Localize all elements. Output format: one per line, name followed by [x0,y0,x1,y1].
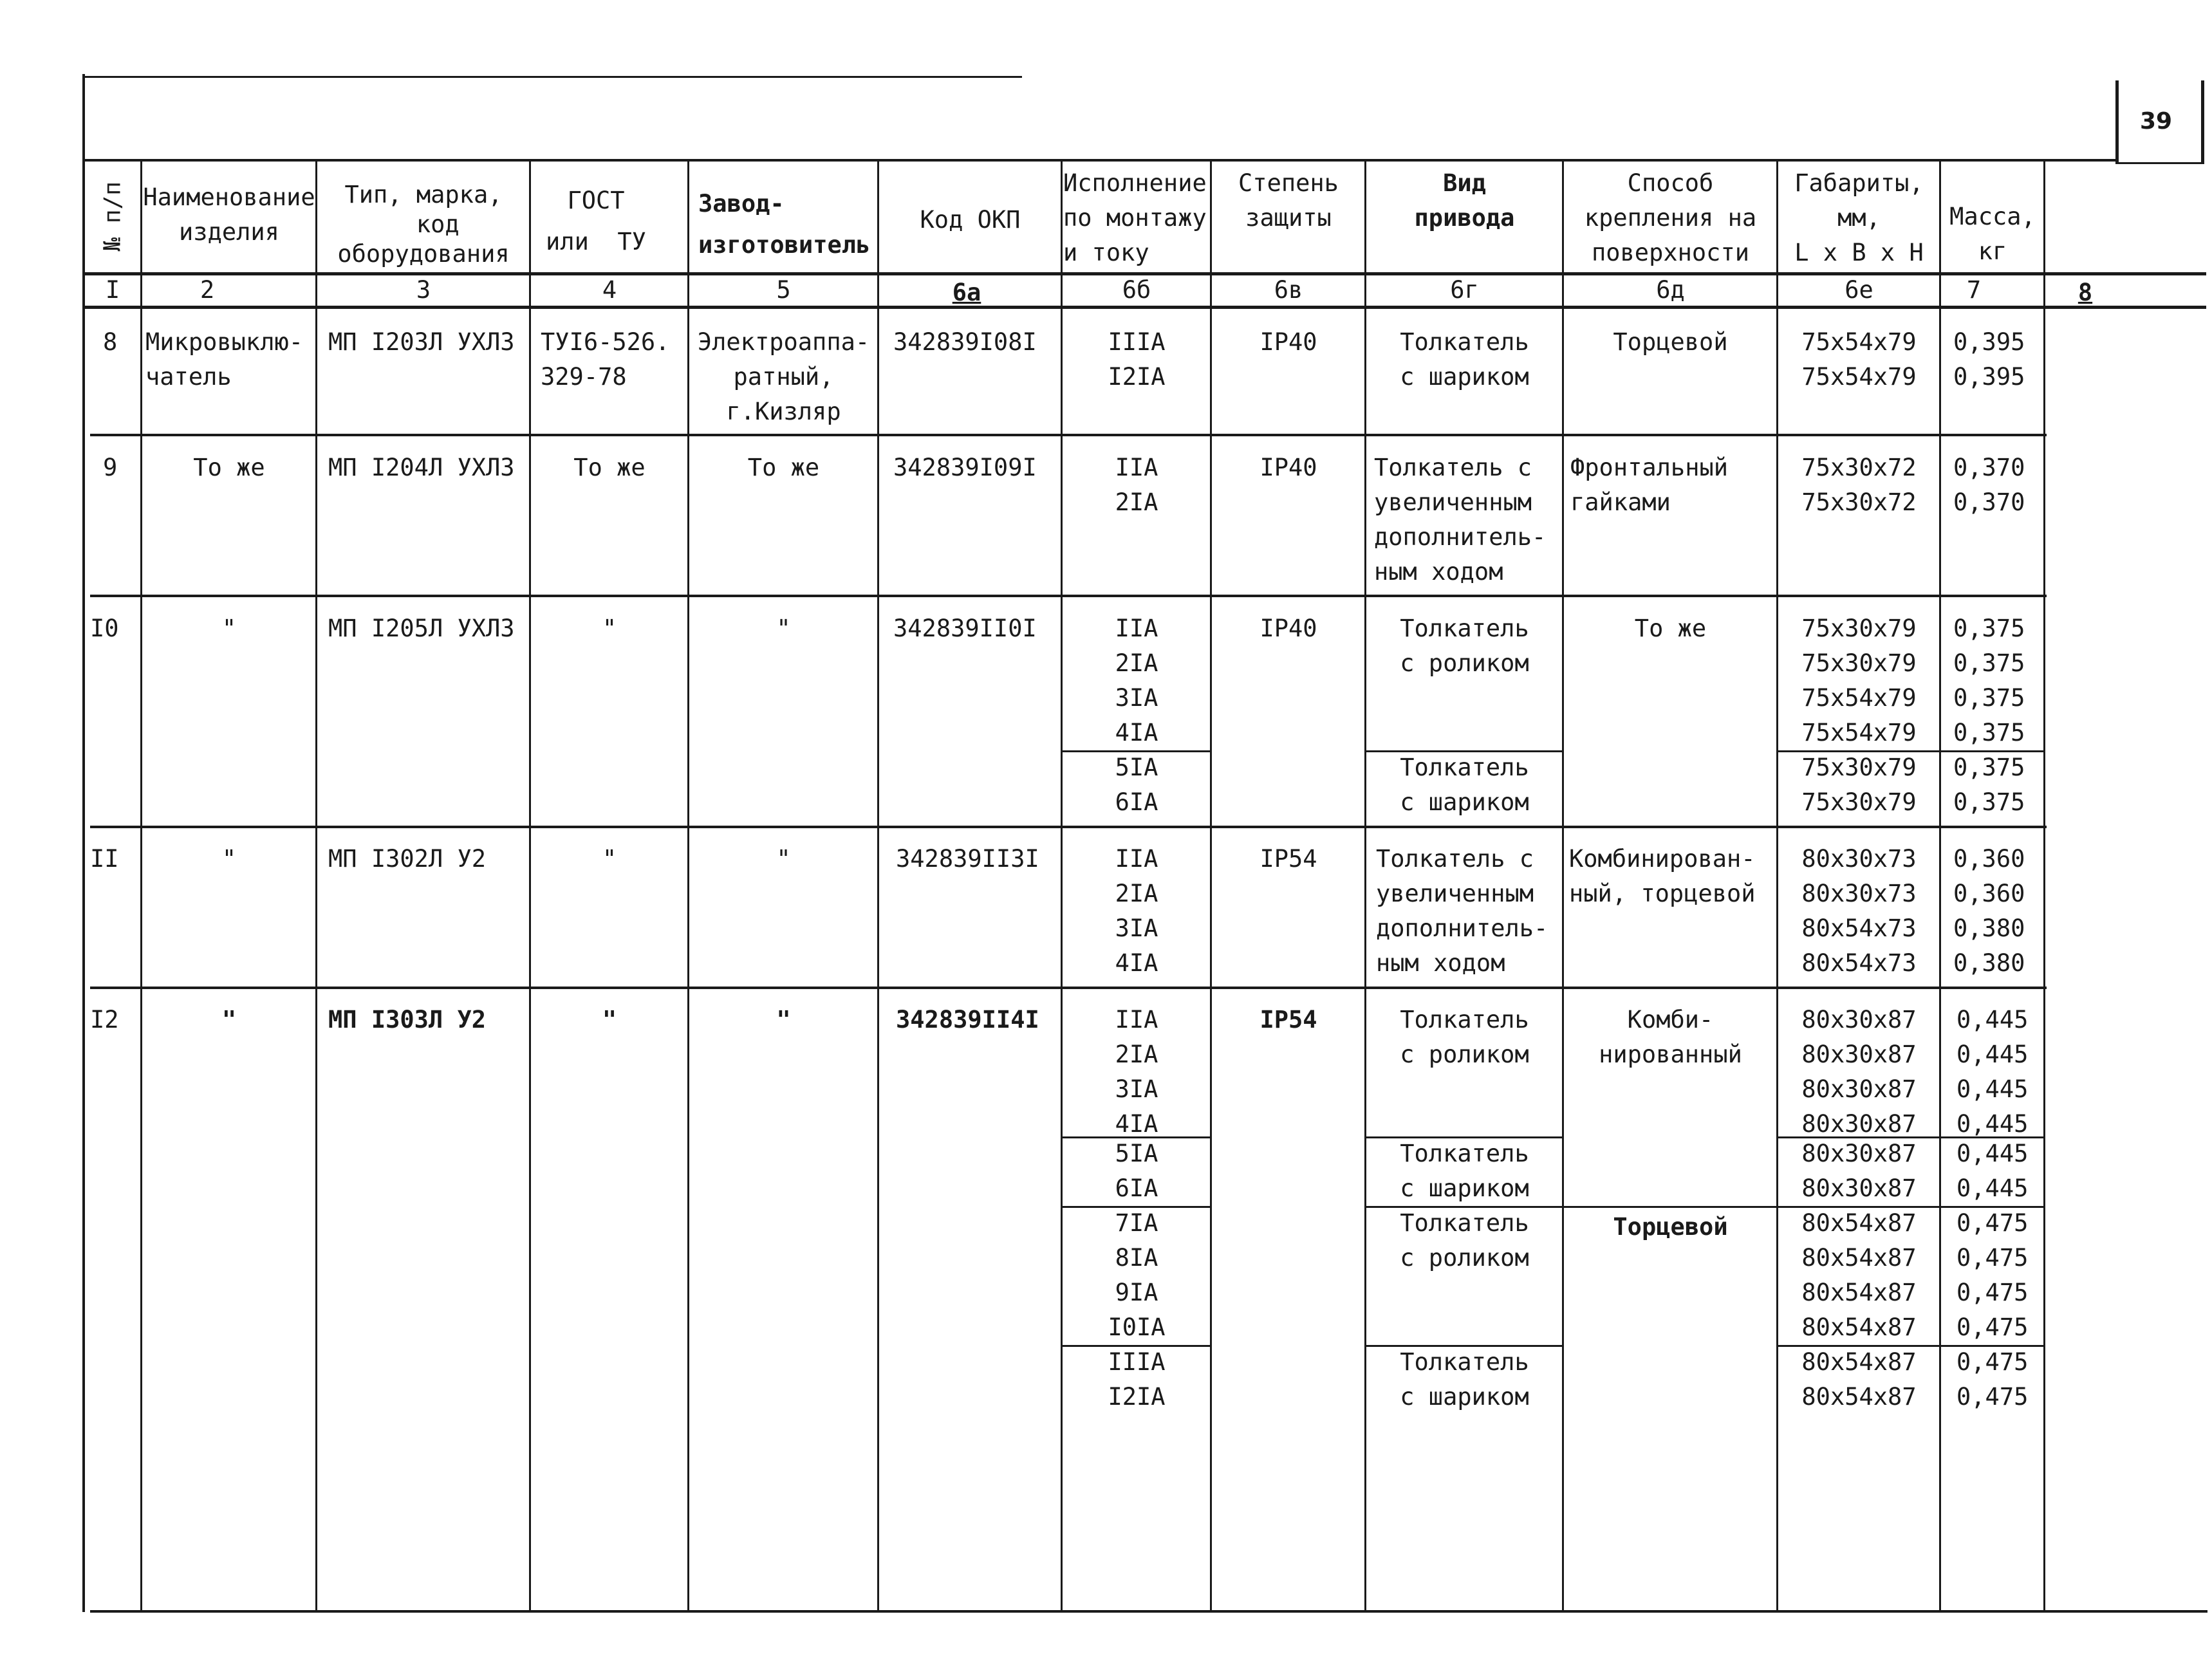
row12-gost: " [602,1006,617,1033]
row10-okp: 342839II0I [893,615,1037,642]
col-line-1 [140,161,142,1612]
colnum-4: 4 [602,276,617,304]
row12-dims-c: 80x54x87 80x54x87 80x54x87 80x54x87 [1801,1209,1917,1341]
col-line-2 [315,161,317,1612]
colnum-6e: 6е [1845,276,1873,304]
col-line-8 [1364,161,1366,1612]
row11-mass: 0,360 0,360 0,380 0,380 [1953,845,2025,977]
page-number: 39 [2140,108,2173,134]
row12-drive-a: Толкатель с роликом [1400,1006,1529,1068]
colnum-6b: 6б [1122,276,1151,304]
header-col6v: Степень защиты [1238,169,1339,232]
row8-dims: 75x54x79 75x54x79 [1801,328,1917,391]
row10-drive-a: Толкатель с роликом [1400,615,1529,677]
row12-mass-b: 0,445 0,445 [1956,1140,2029,1202]
row12-mount-a: Комби- нированный [1599,1006,1742,1068]
page-number-box-left [2115,80,2119,164]
row10-protect: IP40 [1259,615,1317,642]
colnum-6v: 6в [1274,276,1303,304]
row10-num: I0 [90,615,119,642]
col-line-7 [1210,161,1212,1612]
row10-name: " [221,615,237,642]
row11-exec: IIA 2IA 3IA 4IA [1115,845,1158,977]
header-col6g: Вид привода [1414,169,1515,232]
top-short-line [82,76,1022,78]
row9-gost: То же [573,454,646,481]
row9-maker: То же [747,454,820,481]
row9-name: То же [193,454,265,481]
row-sep-9-10 [90,595,2047,597]
row8-exec: IIIA I2IA [1108,328,1166,391]
row10-gost: " [602,615,617,642]
row12-drive-c: Толкатель с роликом [1400,1209,1529,1272]
col-line-9 [1562,161,1564,1612]
row9-exec: IIA 2IA [1115,454,1158,516]
row8-maker: Электроаппа- ратный, г.Кизляр [697,328,870,425]
col-line-10 [1776,161,1778,1612]
row11-drive: Толкатель с увеличенным дополнитель- ным ходом [1376,845,1548,977]
row10-dims-a: 75x30x79 75x30x79 75x54x79 75x54x79 [1801,615,1917,746]
header-col6b: Исполнение по монтажу и току [1063,169,1207,266]
header-top-line [82,159,2116,162]
row11-gost: " [602,845,617,873]
row12-okp: 342839II4I [896,1006,1039,1033]
row10-mass-a: 0,375 0,375 0,375 0,375 [1953,615,2025,746]
row12-exec-b: 5IA 6IA [1115,1140,1158,1202]
row8-type: МП I203Л УХЛ3 [328,328,515,356]
row12-type: МП I303Л У2 [328,1006,487,1033]
row12-exec-c: 7IA 8IA 9IA I0IA [1108,1209,1166,1341]
colnum-5: 5 [776,276,791,304]
row12-mass-d: 0,475 0,475 [1956,1348,2029,1411]
row8-name: Микровыклю- чатель [145,328,304,391]
row11-maker: " [776,845,791,873]
table-bottom-line [90,1610,2207,1613]
row9-type: МП I204Л УХЛ3 [328,454,515,481]
header-col2: Наименование изделия [143,183,315,246]
row9-num: 9 [103,454,118,481]
row8-drive: Толкатель с шариком [1400,328,1529,391]
row10-dims-b: 75x30x79 75x30x79 [1801,754,1917,816]
colnum-6a: 6а [952,279,981,306]
row8-gost: ТУI6-526. 329-78 [541,328,670,391]
colnum-6g: 6г [1450,276,1479,304]
right-edge-line [2201,80,2204,164]
colnum-1: I [105,276,120,304]
colnum-6d: 6д [1656,276,1685,304]
header-col4: ГОСТ или ТУ [546,187,646,255]
row9-mount: Фронтальный гайками [1570,454,1729,516]
header-col6e: Габариты, мм, L x B x H [1794,169,1924,266]
row-sep-8-9 [90,434,2047,436]
row12-num: I2 [90,1006,119,1033]
row10-mount: То же [1634,615,1707,642]
row10-type: МП I205Л УХЛ3 [328,615,515,642]
col-line-5 [877,161,879,1612]
row12-name: " [221,1006,237,1033]
col-line-4 [687,161,689,1612]
row12-dims-a: 80x30x87 80x30x87 80x30x87 80x30x87 [1801,1006,1917,1138]
row12-dims-d: 80x54x87 80x54x87 [1801,1348,1917,1411]
row11-num: II [90,845,119,873]
row8-mass: 0,395 0,395 [1953,328,2025,391]
row9-dims: 75x30x72 75x30x72 [1801,454,1917,516]
header-col5: Завод- изготовитель [698,190,871,259]
header-col6d: Способ крепления на поверхности [1584,169,1757,266]
row-sep-10-11 [90,826,2047,828]
row9-protect: IP40 [1259,454,1317,481]
row12-dims-b: 80x30x87 80x30x87 [1801,1140,1917,1202]
col-line-3 [529,161,531,1612]
header-col6a: Код ОКП [920,206,1021,234]
row12-exec-d: IIIA I2IA [1108,1348,1166,1411]
row9-drive: Толкатель с увеличенным дополнитель- ным ходом [1374,454,1547,586]
row10-mass-b: 0,375 0,375 [1953,754,2025,816]
page-number-box-bottom [2116,162,2203,164]
row10-exec-b: 5IA 6IA [1115,754,1158,816]
header-col7: Масса, кг [1949,203,2036,265]
row8-mount: Торцевой [1613,328,1728,356]
row11-mount: Комбинирован- ный, торцевой [1569,845,1756,907]
col-line-6 [1061,161,1063,1612]
row11-dims: 80x30x73 80x30x73 80x54x73 80x54x73 [1801,845,1917,977]
row12-maker: " [776,1006,791,1033]
colnum-7: 7 [1966,276,1982,304]
colnum-2: 2 [200,276,215,304]
row9-mass: 0,370 0,370 [1953,454,2025,516]
row10-maker: " [776,615,791,642]
row8-okp: 342839I08I [893,328,1037,356]
row-sep-11-12 [90,987,2047,989]
row11-type: МП I302Л У2 [328,845,487,873]
row8-protect: IP40 [1259,328,1317,356]
row12-protect: IP54 [1259,1006,1317,1033]
colnum-8: 8 [2077,279,2093,306]
row11-okp: 342839II3I [896,845,1039,873]
row12-drive-d: Толкатель с шариком [1400,1348,1529,1411]
row9-okp: 342839I09I [893,454,1037,481]
row11-protect: IP54 [1259,845,1317,873]
row12-mount-b: Торцевой [1613,1213,1728,1241]
col-line-12 [2043,161,2045,1612]
col-line-11 [1939,161,1941,1612]
header-col1: № п/п [99,181,126,252]
row12-exec-a: IIA 2IA 3IA 4IA [1115,1006,1158,1138]
row10-exec-a: IIA 2IA 3IA 4IA [1115,615,1158,746]
row12-mass-a: 0,445 0,445 0,445 0,445 [1956,1006,2029,1138]
row12-drive-b: Толкатель с шариком [1400,1140,1529,1202]
row11-name: " [221,845,237,873]
row12-mass-c: 0,475 0,475 0,475 0,475 [1956,1209,2029,1341]
header-col3: Тип, марка, код оборудования [337,181,510,268]
row8-num: 8 [103,328,118,356]
row10-drive-b: Толкатель с шариком [1400,754,1529,816]
colnum-3: 3 [416,276,431,304]
